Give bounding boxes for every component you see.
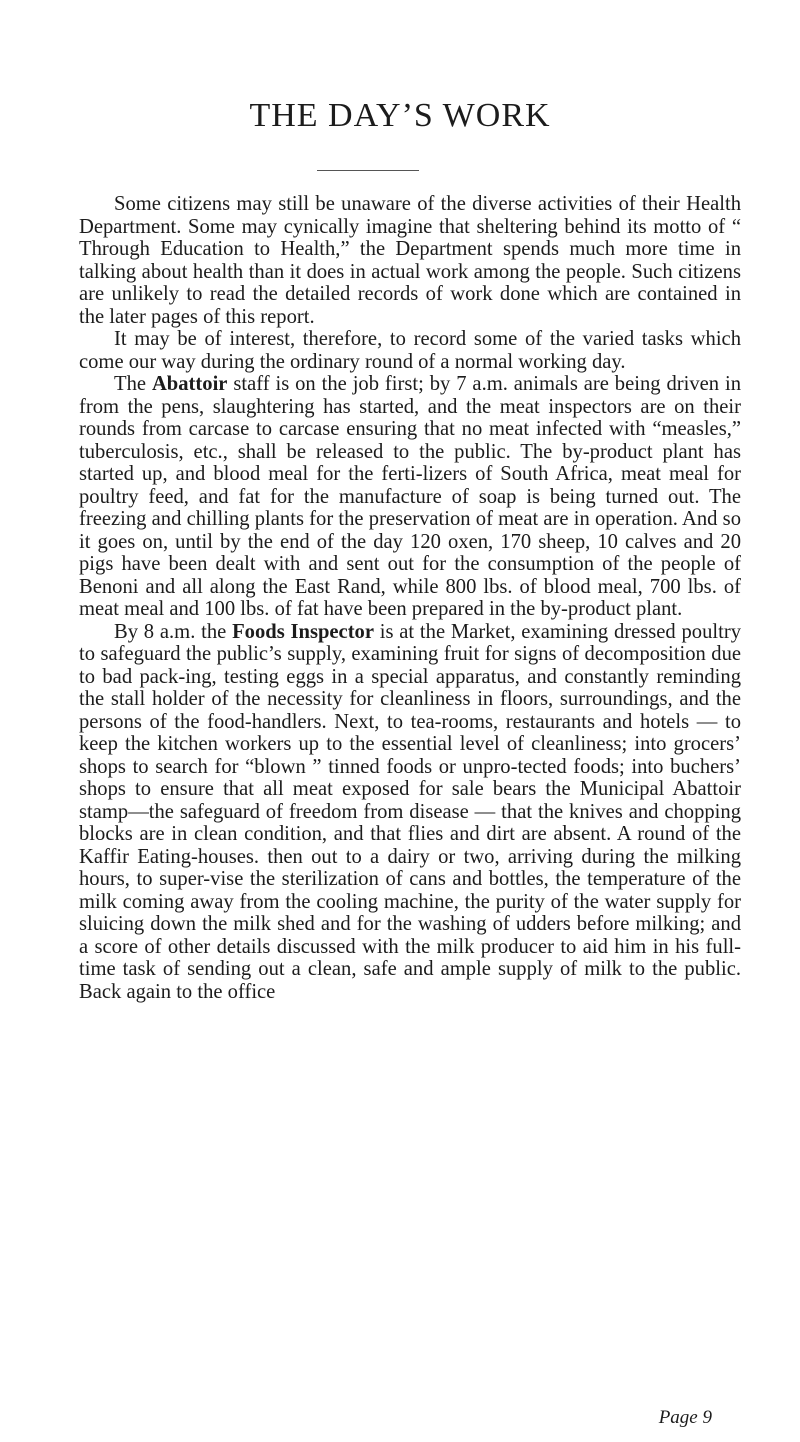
paragraph-rest: is at the Market, examining dressed poultry to safeguard the public’s supply, examining fruit for signs of decomposition due to bad pack-ing, testing eggs in a special apparatus, and constantly reminding the stall holder of the necessity for cleanliness in floors, surroundings, and the persons of the food-handlers. Next, to tea-rooms, restaurants and hotels — to keep the kitchen workers up to the essential level of cleanliness; into grocers’ shops to search for “blown ” tinned foods or unpro-tected foods; into buchers’ shops to ensure that all meat exposed for sale bears the Municipal Abattoir stamp—the safeguard of freedom from disease — that the knives and chopping blocks are in clean condition, and that flies and dirt are absent. A round of the Kaffir Eating-houses. then out to a dairy or two, arriving during the milking hours, to super-vise the sterilization of cans and bottles, the temperature of the milk coming away from the cooling machine, the purity of the water supply for sluicing down the milk shed and for the washing of udders before milking; and a score of other details discussed with the milk producer to aid him in his full-time task of sending out a clean, safe and ample supply of milk to the public. Back again to the office	[79, 620, 741, 1003]
abattoir-heading: Abattoir	[151, 373, 228, 395]
title-divider	[317, 170, 419, 171]
paragraph-lead: The	[114, 373, 152, 395]
paragraph-lead: By 8 a.m. the	[114, 620, 233, 643]
page-number: Page 9	[658, 1407, 712, 1428]
body-text	[79, 193, 741, 1003]
page-title: THE DAY’S WORK	[249, 97, 551, 134]
paragraph-foods-inspector	[79, 621, 741, 1004]
paragraph-intro: Some citizens may still be unaware of the diverse activities of their Health Department. Some may cynically imagine that sheltering behind its motto of “ Through Education to Health,” the Department spends much more time in talking about health than it does in actual work among the people. Such citizens are unlikely to read the detailed records of work done which are contained in the later pages of this report.	[79, 193, 741, 328]
foods-inspector-heading: Foods Inspector	[232, 620, 374, 643]
paragraph-abattoir	[79, 373, 741, 621]
paragraph-varied-tasks: It may be of interest, therefore, to record some of the varied tasks which come our way during the ordinary round of a normal working day.	[79, 328, 741, 373]
paragraph-rest: staff is on the job first; by 7 a.m. animals are being driven in from the pens, slaughtering has started, and the meat inspectors are on their rounds from carcase to carcase ensuring that no meat infected with “measles,” tuberculosis, etc., shall be released to the public. The by-product plant has started up, and blood meal for the ferti-lizers of South Africa, meat meal for poultry feed, and fat for the manufacture of soap is being turned out. The freezing and chilling plants for the preservation of meat are in operation. And so it goes on, until by the end of the day 120 oxen, 170 sheep, 10 calves and 20 pigs have been dealt with and sent out for the consumption of the people of Benoni and all along the East Rand, while 800 lbs. of blood meal, 700 lbs. of meat meal and 100 lbs. of fat have been prepared in the by-product plant.	[79, 373, 742, 620]
